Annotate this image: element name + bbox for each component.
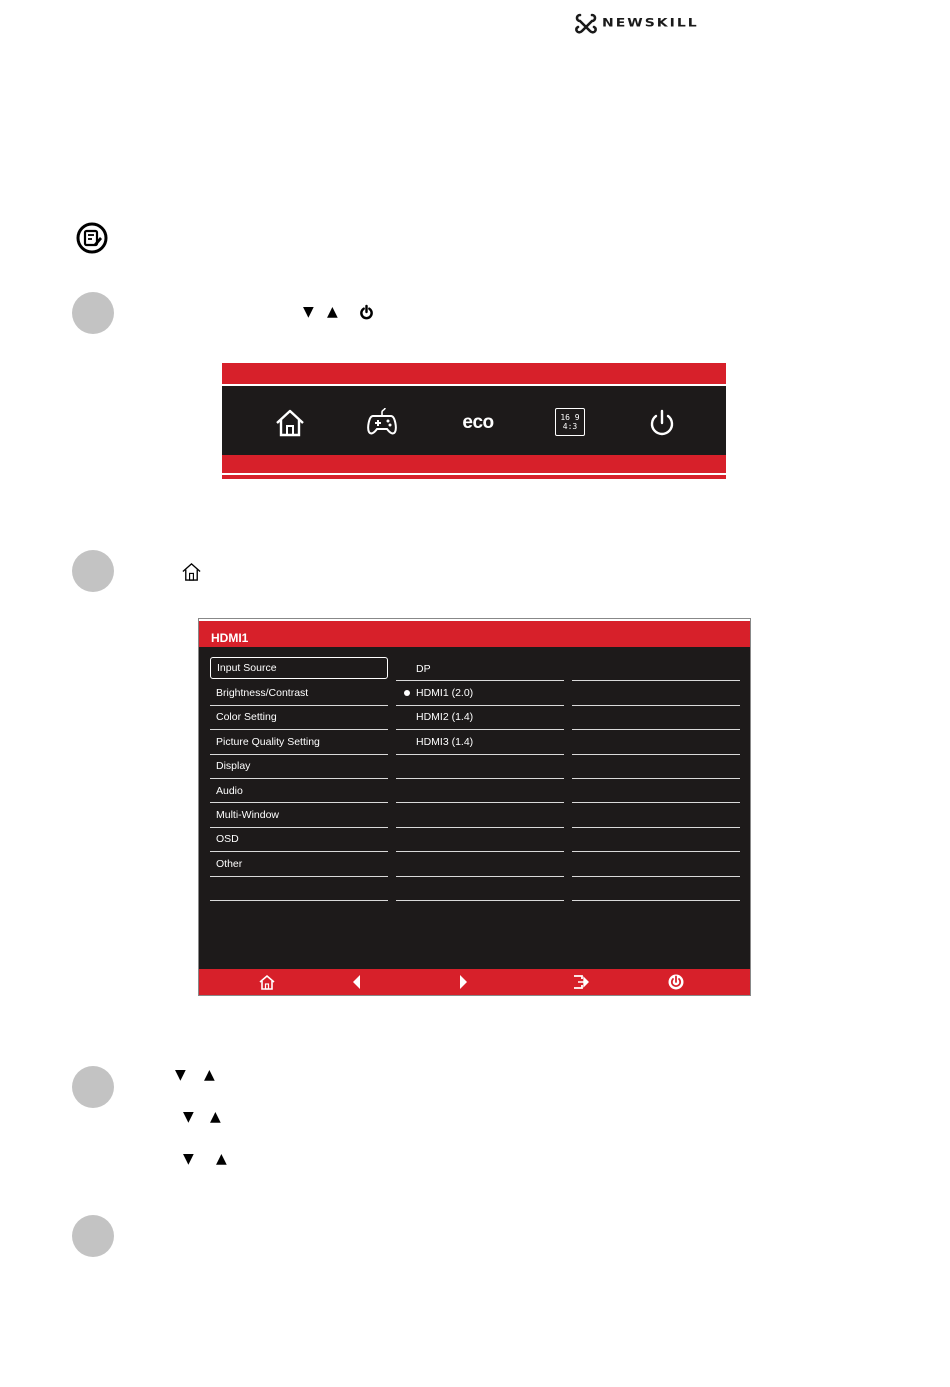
sub-item-empty	[396, 852, 564, 876]
gamepad-icon[interactable]	[365, 406, 399, 440]
option-row	[572, 681, 740, 705]
right-arrow-icon[interactable]	[454, 973, 472, 991]
eco-icon[interactable]	[458, 406, 498, 440]
menu-item-empty	[210, 877, 388, 901]
brand-logo	[574, 8, 724, 38]
menu-item-other[interactable]: Other	[210, 852, 388, 876]
osd-header	[199, 619, 750, 647]
sub-item-empty	[396, 877, 564, 901]
home-icon[interactable]	[258, 973, 276, 991]
menu-item-audio[interactable]: Audio	[210, 779, 388, 803]
menu-item-osd[interactable]: OSD	[210, 828, 388, 852]
arrow-up-icon: ▲	[210, 1109, 221, 1125]
step-marker-4	[72, 1215, 114, 1257]
monitor-key-bar	[222, 363, 726, 479]
sub-item-empty	[396, 779, 564, 803]
ratio-label-standard: 4:3	[562, 422, 578, 431]
menu-item-multi-window[interactable]: Multi-Window	[210, 803, 388, 827]
sub-item-empty	[396, 803, 564, 827]
osd-menu	[198, 618, 751, 996]
key-bar-bottom-stripe	[222, 455, 726, 479]
osd-main-menu	[210, 657, 388, 901]
menu-item-color-setting[interactable]: Color Setting	[210, 706, 388, 730]
arrow-down-icon: ▼	[175, 1067, 186, 1083]
menu-item-brightness-contrast[interactable]: Brightness/Contrast	[210, 681, 388, 705]
osd-footer	[199, 969, 750, 995]
home-icon[interactable]	[273, 406, 307, 440]
sub-item-empty	[396, 828, 564, 852]
menu-item-display[interactable]: Display	[210, 755, 388, 779]
left-arrow-icon[interactable]	[348, 973, 366, 991]
step-marker-2	[72, 550, 114, 592]
eco-label: eco	[462, 412, 494, 433]
note-icon	[76, 222, 108, 254]
arrow-down-icon: ▼	[183, 1151, 194, 1167]
brand-name: NEWSKILL	[602, 16, 699, 30]
sub-item-hdmi1-row[interactable]	[396, 681, 564, 705]
arrow-up-icon: ▲	[216, 1151, 227, 1167]
option-row	[572, 706, 740, 730]
option-row	[572, 730, 740, 754]
step-marker-1	[72, 292, 114, 334]
arrow-up-icon: ▲	[204, 1067, 215, 1083]
sub-item-empty	[396, 755, 564, 779]
option-row	[572, 803, 740, 827]
sub-item-dp[interactable]: DP	[396, 657, 564, 681]
ratio-label-wide: 16 9	[560, 413, 580, 422]
exit-icon[interactable]	[572, 973, 590, 991]
step-marker-3	[72, 1066, 114, 1108]
option-row	[572, 828, 740, 852]
option-row	[572, 657, 740, 681]
osd-sub-menu	[396, 657, 564, 901]
power-icon[interactable]	[645, 406, 679, 440]
power-icon	[359, 304, 374, 320]
menu-item-picture-quality[interactable]: Picture Quality Setting	[210, 730, 388, 754]
osd-option-column	[572, 657, 740, 901]
newskill-logo-icon	[574, 11, 598, 35]
option-row	[572, 755, 740, 779]
option-row	[572, 779, 740, 803]
menu-item-input-source[interactable]: Input Source	[210, 657, 388, 679]
aspect-ratio-icon[interactable]	[555, 408, 585, 436]
sub-item-hdmi1: HDMI1 (2.0)	[416, 687, 474, 700]
home-icon	[181, 561, 202, 582]
power-icon[interactable]	[667, 973, 685, 991]
sub-item-hdmi3[interactable]: HDMI3 (1.4)	[396, 730, 564, 754]
arrow-down-icon: ▼	[183, 1109, 194, 1125]
active-input-indicator	[404, 690, 410, 696]
option-row	[572, 877, 740, 901]
arrow-up-icon: ▲	[327, 304, 338, 320]
sub-item-hdmi2[interactable]: HDMI2 (1.4)	[396, 706, 564, 730]
arrow-down-icon: ▼	[303, 304, 314, 320]
key-bar-top-stripe	[222, 363, 726, 386]
option-row	[572, 852, 740, 876]
osd-title: HDMI1	[211, 631, 249, 645]
